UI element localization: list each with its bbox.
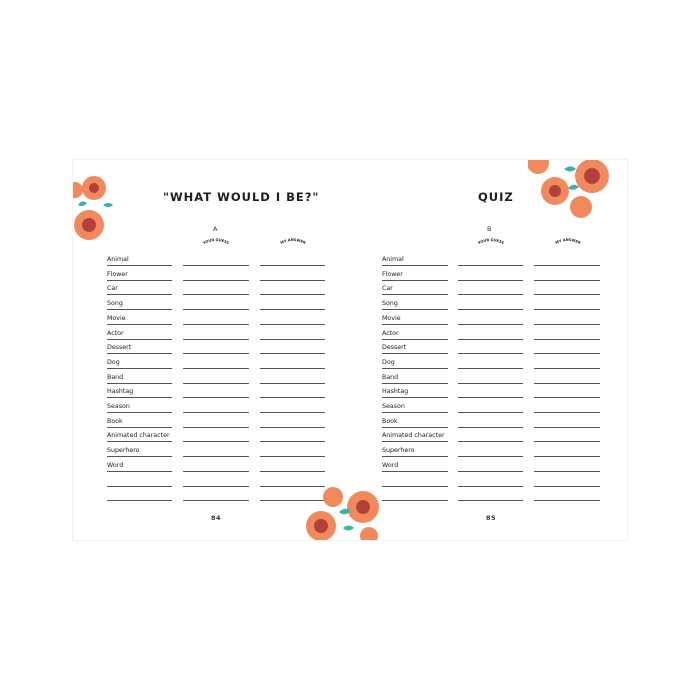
left-row-label: Flower: [107, 270, 128, 278]
left-answer-line: [107, 383, 172, 384]
left-answer-line[interactable]: [183, 368, 249, 369]
right-answer-line[interactable]: [458, 441, 523, 442]
left-answer-line[interactable]: [183, 294, 249, 295]
right-answer-line: [382, 339, 448, 340]
right-answer-line: [382, 309, 448, 310]
right-answer-line[interactable]: [534, 486, 600, 487]
left-answer-line[interactable]: [183, 265, 249, 266]
left-page-number: 84: [211, 514, 222, 522]
svg-text:MY ANSWER: MY ANSWER: [279, 237, 307, 246]
right-answer-line: [382, 427, 448, 428]
flower-icon: [306, 487, 379, 540]
right-answer-line[interactable]: [458, 471, 523, 472]
left-answer-line: [107, 324, 172, 325]
left-answer-line[interactable]: [260, 456, 325, 457]
right-answer-line[interactable]: [534, 383, 600, 384]
left-answer-line: [107, 427, 172, 428]
right-answer-line[interactable]: [534, 397, 600, 398]
flower-icon: [73, 176, 113, 240]
right-answer-line: [382, 294, 448, 295]
right-answer-line[interactable]: [534, 471, 600, 472]
left-row-label: Song: [107, 300, 123, 308]
right-answer-line: [382, 353, 448, 354]
right-answer-line: [382, 441, 448, 442]
right-answer-line[interactable]: [534, 412, 600, 413]
left-row-label: Movie: [107, 314, 126, 322]
left-row-label: Animal: [107, 256, 129, 263]
left-answer-line[interactable]: [260, 441, 325, 442]
right-row-label: Superhero: [382, 447, 415, 455]
right-row-label: Hashtag: [382, 388, 409, 396]
left-answer-line[interactable]: [183, 309, 249, 310]
left-answer-line[interactable]: [183, 383, 249, 384]
right-answer-line[interactable]: [534, 441, 600, 442]
left-answer-line: [107, 500, 172, 501]
right-answer-line[interactable]: [458, 265, 523, 266]
right-answer-line[interactable]: [534, 294, 600, 295]
left-answer-line: [107, 353, 172, 354]
left-my-answer-header: [275, 234, 311, 248]
left-row-label: Animated character: [107, 432, 170, 440]
right-answer-line[interactable]: [458, 383, 523, 384]
right-row-label: Book: [382, 417, 398, 425]
left-row-label: Dessert: [107, 344, 132, 352]
right-answer-line[interactable]: [534, 427, 600, 428]
right-row-label: Car: [382, 285, 393, 293]
right-row-label: Movie: [382, 314, 401, 322]
right-answer-line[interactable]: [458, 456, 523, 457]
right-answer-line: [382, 280, 448, 281]
svg-text:YOUR GUESS: YOUR GUESS: [202, 237, 230, 246]
left-answer-line[interactable]: [260, 324, 325, 325]
left-answer-line[interactable]: [260, 265, 325, 266]
right-answer-line: [382, 397, 448, 398]
right-answer-line[interactable]: [458, 500, 523, 501]
left-answer-line[interactable]: [183, 397, 249, 398]
left-answer-line[interactable]: [260, 353, 325, 354]
right-answer-line[interactable]: [458, 294, 523, 295]
right-answer-line[interactable]: [534, 324, 600, 325]
right-page-number: 85: [486, 514, 497, 522]
left-answer-line[interactable]: [183, 427, 249, 428]
left-answer-line[interactable]: [183, 441, 249, 442]
right-answer-line: [382, 368, 448, 369]
left-answer-line[interactable]: [183, 471, 249, 472]
right-answer-line[interactable]: [458, 412, 523, 413]
left-answer-line[interactable]: [183, 339, 249, 340]
left-answer-line: [107, 412, 172, 413]
right-row-label: Flower: [382, 270, 403, 278]
left-answer-line[interactable]: [183, 280, 249, 281]
right-answer-line: [382, 500, 448, 501]
right-answer-line: [382, 383, 448, 384]
left-answer-line[interactable]: [260, 427, 325, 428]
left-answer-line: [107, 368, 172, 369]
right-answer-line[interactable]: [458, 324, 523, 325]
left-answer-line[interactable]: [260, 471, 325, 472]
left-answer-line[interactable]: [183, 353, 249, 354]
right-answer-line: [382, 471, 448, 472]
svg-text:MY ANSWER: MY ANSWER: [554, 237, 582, 246]
right-row-label: Season: [382, 403, 405, 410]
right-row-label: Dessert: [382, 344, 407, 352]
left-answer-line: [107, 339, 172, 340]
left-row-label: Hashtag: [107, 388, 134, 396]
left-answer-line: [107, 441, 172, 442]
left-answer-line[interactable]: [183, 412, 249, 413]
right-answer-line[interactable]: [458, 339, 523, 340]
right-answer-line: [382, 412, 448, 413]
left-answer-line[interactable]: [260, 368, 325, 369]
right-answer-line[interactable]: [458, 397, 523, 398]
right-answer-line[interactable]: [534, 309, 600, 310]
right-answer-line[interactable]: [458, 427, 523, 428]
right-answer-line: [382, 324, 448, 325]
right-answer-line[interactable]: [534, 339, 600, 340]
right-answer-line[interactable]: [458, 353, 523, 354]
left-row-label: Band: [107, 373, 124, 381]
right-page-title: QUIZ: [478, 190, 514, 204]
left-row-label: Actor: [107, 329, 124, 337]
right-answer-line[interactable]: [534, 500, 600, 501]
right-row-label: Animated character: [382, 432, 445, 440]
left-row-label: Season: [107, 403, 130, 410]
left-row-label: Superhero: [107, 447, 140, 455]
left-answer-line: [107, 486, 172, 487]
right-row-label: Word: [382, 461, 399, 469]
left-answer-line[interactable]: [260, 339, 325, 340]
left-answer-line: [107, 280, 172, 281]
right-answer-line: [382, 265, 448, 266]
left-answer-line[interactable]: [183, 500, 249, 501]
left-row-label: Book: [107, 417, 123, 425]
left-row-label: Word: [107, 461, 124, 469]
right-column-letter: B: [487, 225, 492, 233]
right-row-label: Dog: [382, 358, 395, 366]
left-answer-line[interactable]: [183, 324, 249, 325]
right-answer-line[interactable]: [534, 280, 600, 281]
right-my-answer-header: [550, 234, 586, 248]
right-answer-line[interactable]: [458, 486, 523, 487]
right-row-label: Actor: [382, 329, 399, 337]
left-row-label: Dog: [107, 358, 120, 366]
flower-decoration-top-left: [73, 170, 118, 245]
left-answer-line[interactable]: [260, 294, 325, 295]
right-answer-line: [382, 486, 448, 487]
left-answer-line[interactable]: [183, 486, 249, 487]
right-answer-line[interactable]: [534, 265, 600, 266]
left-answer-line[interactable]: [183, 456, 249, 457]
left-answer-line: [107, 456, 172, 457]
left-answer-line[interactable]: [260, 309, 325, 310]
left-answer-line: [107, 471, 172, 472]
left-answer-line: [107, 309, 172, 310]
right-answer-line[interactable]: [534, 353, 600, 354]
left-answer-line[interactable]: [260, 383, 325, 384]
flower-decoration-bottom-center: [303, 484, 387, 540]
left-answer-line: [107, 397, 172, 398]
left-page-title: "WHAT WOULD I BE?": [163, 190, 320, 204]
right-answer-line[interactable]: [534, 456, 600, 457]
right-row-label: Song: [382, 300, 398, 308]
left-answer-line[interactable]: [260, 397, 325, 398]
left-answer-line: [107, 294, 172, 295]
right-answer-line[interactable]: [458, 309, 523, 310]
flower-decoration-top-right: [528, 160, 612, 222]
left-answer-line[interactable]: [260, 412, 325, 413]
right-answer-line[interactable]: [458, 368, 523, 369]
svg-text:YOUR GUESS: YOUR GUESS: [477, 237, 505, 246]
right-answer-line: [382, 456, 448, 457]
left-column-letter: A: [213, 225, 218, 233]
left-row-label: Car: [107, 285, 118, 293]
left-answer-line[interactable]: [260, 280, 325, 281]
left-answer-line: [107, 265, 172, 266]
left-your-guess-header: [198, 234, 234, 248]
right-answer-line[interactable]: [458, 280, 523, 281]
right-row-label: Animal: [382, 256, 404, 263]
right-your-guess-header: [473, 234, 509, 248]
right-row-label: Band: [382, 373, 399, 381]
right-answer-line[interactable]: [534, 368, 600, 369]
flower-icon: [528, 160, 609, 218]
